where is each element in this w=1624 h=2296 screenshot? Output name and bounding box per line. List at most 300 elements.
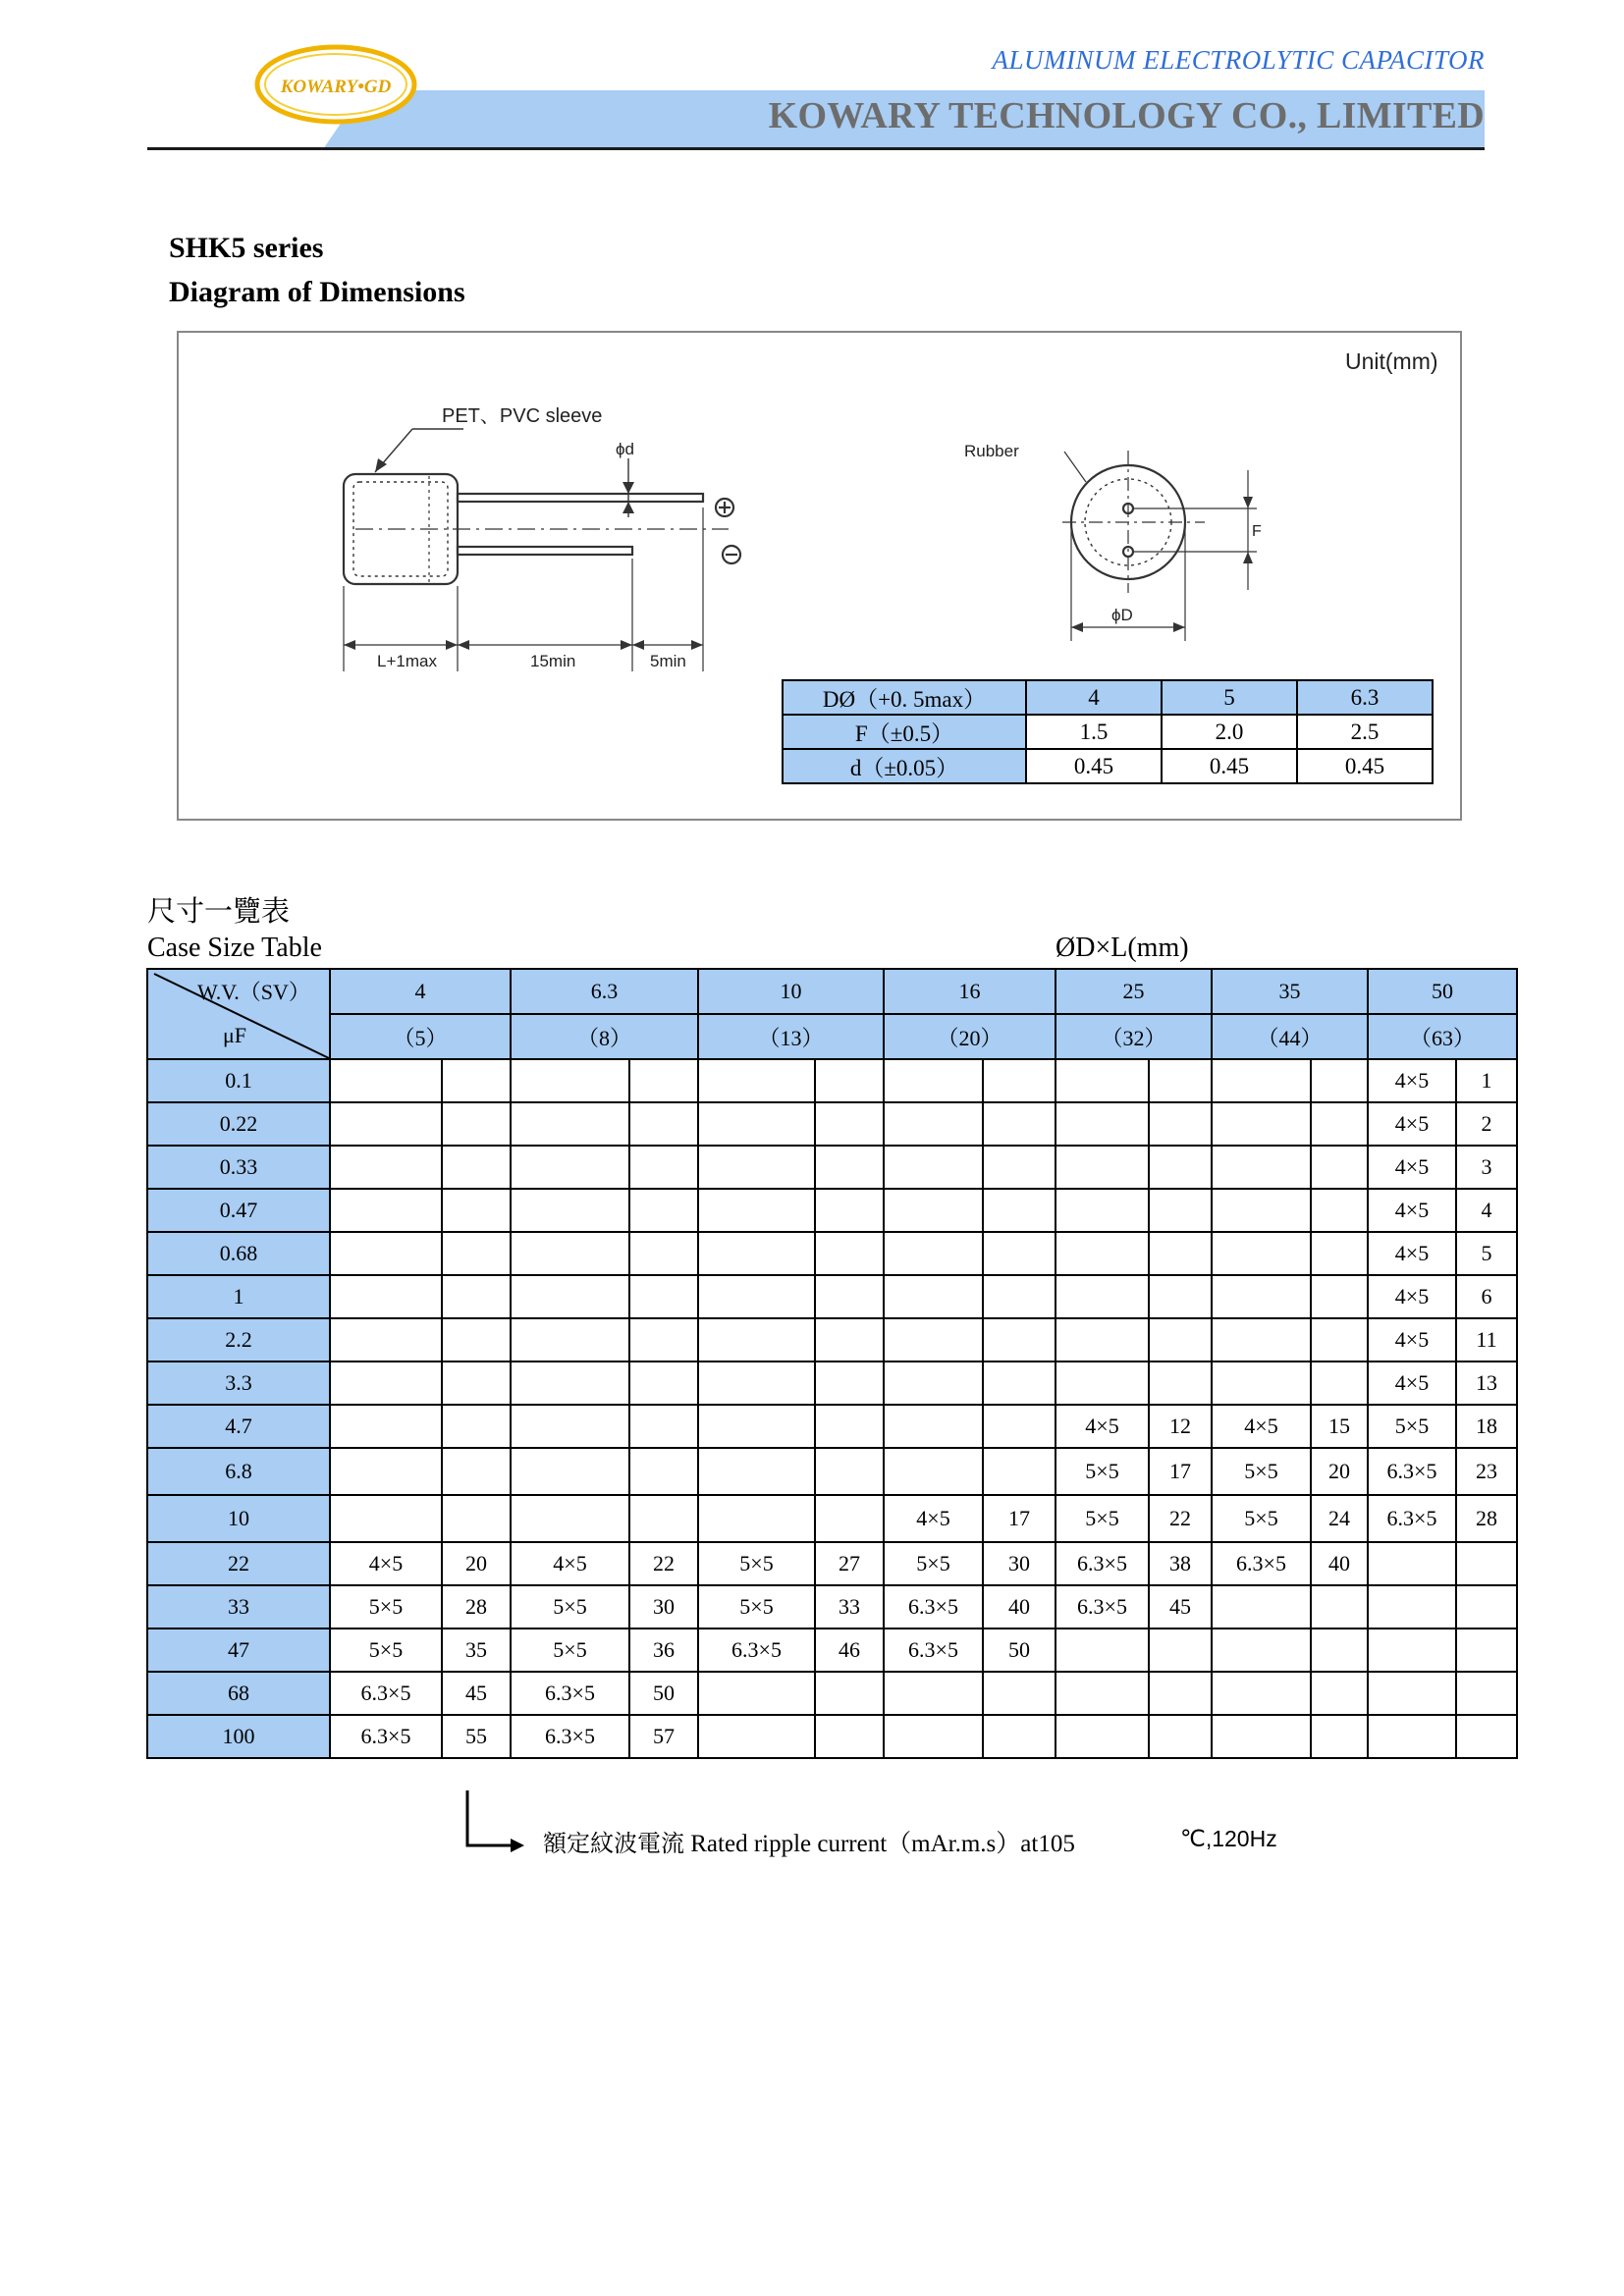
dim-value: 2.5 [1297, 715, 1433, 749]
ripple-current-cell [629, 1318, 698, 1362]
case-size-cell [884, 1362, 983, 1405]
case-size-cell [511, 1189, 629, 1232]
case-size-cell [698, 1189, 815, 1232]
table-row [147, 1102, 1517, 1146]
ripple-current-cell [815, 1275, 884, 1318]
ripple-current-cell [983, 1448, 1056, 1495]
ripple-current-cell [629, 1362, 698, 1405]
case-size-cell: 6.3×5 [330, 1672, 442, 1715]
case-size-cell [884, 1146, 983, 1189]
table-row [783, 749, 1433, 783]
dim-value: 6.3 [1297, 680, 1433, 715]
ripple-current-cell: 30 [983, 1542, 1056, 1585]
case-size-cell [511, 1232, 629, 1275]
case-size-cell [1212, 1362, 1311, 1405]
table-header-row [147, 969, 1517, 1014]
case-size-cell [884, 1189, 983, 1232]
case-size-cell [884, 1405, 983, 1448]
case-size-title-jp: 尺寸一覽表 [147, 894, 291, 928]
ripple-current-cell: 3 [1456, 1146, 1517, 1189]
case-size-cell: 4×5 [1212, 1405, 1311, 1448]
case-size-cell: 4×5 [1368, 1146, 1456, 1189]
case-size-cell: 5×5 [698, 1542, 815, 1585]
table-row [147, 1629, 1517, 1672]
ripple-current-cell [1149, 1629, 1212, 1672]
case-size-cell: 5×5 [511, 1629, 629, 1672]
case-size-cell [1212, 1232, 1311, 1275]
logo-text: KOWARY•GD [280, 77, 392, 97]
case-size-cell [1056, 1318, 1149, 1362]
case-size-cell [511, 1362, 629, 1405]
capacitance-cell: 100 [147, 1715, 330, 1758]
case-size-cell [1056, 1189, 1149, 1232]
ripple-current-cell: 2 [1456, 1102, 1517, 1146]
case-size-cell [1368, 1629, 1456, 1672]
case-size-cell: 6.3×5 [1212, 1542, 1311, 1585]
capacitance-cell: 4.7 [147, 1405, 330, 1448]
footnote-conditions: ℃,120Hz [1180, 1826, 1277, 1851]
ripple-current-cell: 38 [1149, 1542, 1212, 1585]
case-size-cell [1212, 1146, 1311, 1189]
case-size-cell [330, 1059, 442, 1102]
ripple-current-cell [983, 1232, 1056, 1275]
unit-label: Unit(mm) [1345, 348, 1438, 374]
lead-positive [458, 494, 703, 502]
ripple-current-cell [442, 1318, 511, 1362]
footnote-en: Rated ripple current（mAr.m.s）at105 [690, 1831, 1075, 1857]
lead-length-label: 15min [530, 652, 576, 670]
ripple-current-cell: 46 [815, 1629, 884, 1672]
company-name: KOWARY TECHNOLOGY CO., LIMITED [768, 95, 1485, 136]
table-row [147, 1189, 1517, 1232]
ripple-current-cell [629, 1405, 698, 1448]
case-size-cell [698, 1362, 815, 1405]
case-size-cell [1212, 1059, 1311, 1102]
table-row [147, 1059, 1517, 1102]
ripple-current-cell [1311, 1715, 1368, 1758]
ripple-current-cell [815, 1405, 884, 1448]
case-size-cell [1056, 1059, 1149, 1102]
case-size-cell [1056, 1102, 1149, 1146]
table-row [783, 680, 1433, 715]
capacitance-cell: 68 [147, 1672, 330, 1715]
ripple-current-cell [1311, 1672, 1368, 1715]
case-size-cell [698, 1672, 815, 1715]
case-size-cell: 5×5 [884, 1542, 983, 1585]
footnote-arrow-icon [458, 1789, 526, 1867]
ripple-current-cell [629, 1189, 698, 1232]
dim-value: 0.45 [1026, 749, 1162, 783]
case-size-cell [698, 1495, 815, 1542]
case-size-cell [511, 1405, 629, 1448]
case-size-cell [1212, 1189, 1311, 1232]
case-size-cell: 6.3×5 [884, 1585, 983, 1629]
case-size-cell: 4×5 [330, 1542, 442, 1585]
case-size-cell [1056, 1672, 1149, 1715]
case-size-cell [330, 1102, 442, 1146]
ripple-current-cell [983, 1275, 1056, 1318]
ripple-current-cell [442, 1448, 511, 1495]
ripple-current-cell: 40 [983, 1585, 1056, 1629]
ripple-current-cell [983, 1059, 1056, 1102]
case-size-cell [511, 1059, 629, 1102]
voltage-header: 25 [1056, 969, 1212, 1014]
case-size-cell [330, 1405, 442, 1448]
ripple-current-cell: 55 [442, 1715, 511, 1758]
case-size-cell [698, 1715, 815, 1758]
ripple-current-cell: 28 [1456, 1495, 1517, 1542]
case-size-cell [330, 1232, 442, 1275]
case-size-cell [1212, 1318, 1311, 1362]
footnote-text [543, 1824, 1075, 1859]
ripple-current-cell [983, 1318, 1056, 1362]
ripple-current-cell [442, 1232, 511, 1275]
case-size-cell: 5×5 [1056, 1495, 1149, 1542]
dim-value: 4 [1026, 680, 1162, 715]
lead-negative [458, 547, 632, 555]
diagram-title: Diagram of Dimensions [169, 276, 465, 308]
ripple-current-cell [983, 1362, 1056, 1405]
case-size-cell: 5×5 [1056, 1448, 1149, 1495]
capacitance-cell: 0.22 [147, 1102, 330, 1146]
case-size-cell: 6.3×5 [1056, 1585, 1149, 1629]
tail-length-label: 5min [650, 652, 686, 670]
ripple-current-cell [815, 1672, 884, 1715]
case-size-cell [1368, 1672, 1456, 1715]
case-size-cell [698, 1102, 815, 1146]
ripple-current-cell [1149, 1059, 1212, 1102]
ripple-current-cell: 17 [983, 1495, 1056, 1542]
case-size-cell: 6.3×5 [1368, 1448, 1456, 1495]
capacitance-cell: 0.47 [147, 1189, 330, 1232]
voltage-header: 50 [1368, 969, 1517, 1014]
capacitance-cell: 0.33 [147, 1146, 330, 1189]
table-row [147, 1715, 1517, 1758]
ripple-current-cell [442, 1102, 511, 1146]
table-row [147, 1495, 1517, 1542]
capacitance-cell: 6.8 [147, 1448, 330, 1495]
ripple-current-cell: 45 [442, 1672, 511, 1715]
ripple-current-cell [629, 1448, 698, 1495]
ripple-current-cell: 22 [629, 1542, 698, 1585]
surge-voltage-header: （8） [511, 1014, 698, 1059]
surge-voltage-header: （13） [698, 1014, 884, 1059]
table-row [783, 715, 1433, 749]
dim-value: 0.45 [1297, 749, 1433, 783]
ripple-current-cell [1311, 1059, 1368, 1102]
case-size-cell: 4×5 [1368, 1362, 1456, 1405]
voltage-header: 4 [330, 969, 511, 1014]
case-size-cell: 4×5 [1368, 1318, 1456, 1362]
table-corner-header [147, 969, 330, 1059]
dim-label: d（±0.05） [783, 749, 1026, 783]
ripple-current-cell [1311, 1629, 1368, 1672]
table-row [147, 1585, 1517, 1629]
ripple-current-cell [1311, 1275, 1368, 1318]
ripple-current-cell [1149, 1146, 1212, 1189]
ripple-current-cell [1311, 1318, 1368, 1362]
case-size-cell [884, 1448, 983, 1495]
case-size-unit: ØD×L(mm) [1056, 933, 1189, 963]
dim-label: F（±0.5） [783, 715, 1026, 749]
voltage-header: 10 [698, 969, 884, 1014]
ripple-current-cell [815, 1189, 884, 1232]
ripple-current-cell: 33 [815, 1585, 884, 1629]
case-size-cell [1056, 1275, 1149, 1318]
case-size-cell [330, 1189, 442, 1232]
rubber-label: Rubber [964, 442, 1019, 460]
ripple-current-cell: 6 [1456, 1275, 1517, 1318]
case-size-cell [1212, 1102, 1311, 1146]
case-size-cell: 6.3×5 [698, 1629, 815, 1672]
case-size-cell [511, 1495, 629, 1542]
ripple-current-cell [815, 1232, 884, 1275]
case-size-cell [330, 1448, 442, 1495]
case-size-cell [884, 1275, 983, 1318]
ripple-current-cell: 45 [1149, 1585, 1212, 1629]
case-size-cell: 5×5 [698, 1585, 815, 1629]
case-size-cell [1212, 1585, 1311, 1629]
case-size-cell: 4×5 [1368, 1102, 1456, 1146]
ripple-current-cell: 11 [1456, 1318, 1517, 1362]
case-size-cell: 4×5 [1368, 1059, 1456, 1102]
case-size-cell [698, 1405, 815, 1448]
ripple-current-cell: 15 [1311, 1405, 1368, 1448]
table-row [147, 1146, 1517, 1189]
voltage-header: 35 [1212, 969, 1368, 1014]
ripple-current-cell [1149, 1362, 1212, 1405]
case-size-cell [1368, 1715, 1456, 1758]
ripple-current-cell [629, 1146, 698, 1189]
ripple-current-cell: 27 [815, 1542, 884, 1585]
case-size-cell [1212, 1629, 1311, 1672]
surge-voltage-header: （20） [884, 1014, 1056, 1059]
ripple-current-cell [1311, 1362, 1368, 1405]
table-row [147, 1362, 1517, 1405]
ripple-current-cell: 50 [983, 1629, 1056, 1672]
case-size-cell [1368, 1542, 1456, 1585]
capacitance-cell: 33 [147, 1585, 330, 1629]
ripple-current-cell: 20 [1311, 1448, 1368, 1495]
case-size-cell [698, 1146, 815, 1189]
ripple-current-cell: 13 [1456, 1362, 1517, 1405]
table-row [147, 1542, 1517, 1585]
case-size-cell [511, 1318, 629, 1362]
voltage-header-label: W.V.（SV） [197, 980, 310, 1004]
company-logo [253, 43, 418, 126]
ripple-current-cell [1456, 1715, 1517, 1758]
case-size-cell [511, 1146, 629, 1189]
ripple-current-cell [1149, 1318, 1212, 1362]
sleeve-label: PET、PVC sleeve [442, 405, 603, 427]
case-size-cell [330, 1318, 442, 1362]
ripple-current-cell [1311, 1102, 1368, 1146]
lead-spacing-label: F [1252, 523, 1262, 540]
ripple-current-cell: 1 [1456, 1059, 1517, 1102]
case-size-cell [330, 1146, 442, 1189]
table-row [147, 1672, 1517, 1715]
case-size-cell [698, 1059, 815, 1102]
case-size-cell [884, 1672, 983, 1715]
case-size-cell: 6.3×5 [1368, 1495, 1456, 1542]
ripple-current-cell: 30 [629, 1585, 698, 1629]
ripple-current-cell [983, 1189, 1056, 1232]
ripple-current-cell [629, 1059, 698, 1102]
ripple-current-cell [442, 1362, 511, 1405]
case-size-cell: 6.3×5 [511, 1672, 629, 1715]
ripple-current-cell: 22 [1149, 1495, 1212, 1542]
ripple-current-cell: 20 [442, 1542, 511, 1585]
capacitance-cell: 1 [147, 1275, 330, 1318]
ripple-current-cell [1149, 1189, 1212, 1232]
case-size-cell: 5×5 [1368, 1405, 1456, 1448]
ripple-current-cell [983, 1146, 1056, 1189]
case-size-cell [1056, 1629, 1149, 1672]
case-size-cell [884, 1102, 983, 1146]
ripple-current-cell [629, 1275, 698, 1318]
capacitance-cell: 0.68 [147, 1232, 330, 1275]
ripple-current-cell [815, 1448, 884, 1495]
capacitance-cell: 0.1 [147, 1059, 330, 1102]
ripple-current-cell: 28 [442, 1585, 511, 1629]
table-row [147, 1232, 1517, 1275]
ripple-current-cell [442, 1405, 511, 1448]
case-size-cell: 4×5 [1368, 1275, 1456, 1318]
case-size-cell [511, 1448, 629, 1495]
ripple-current-cell [815, 1362, 884, 1405]
case-size-cell: 6.3×5 [330, 1715, 442, 1758]
case-size-cell [1056, 1232, 1149, 1275]
ripple-current-cell [983, 1672, 1056, 1715]
case-size-cell: 5×5 [330, 1629, 442, 1672]
dim-value: 1.5 [1026, 715, 1162, 749]
case-size-cell: 4×5 [1368, 1232, 1456, 1275]
table-header-row [147, 1014, 1517, 1059]
case-size-cell [884, 1232, 983, 1275]
series-title: SHK5 series [169, 232, 324, 264]
case-size-cell: 4×5 [884, 1495, 983, 1542]
ripple-current-cell [1311, 1585, 1368, 1629]
case-size-cell: 5×5 [1212, 1448, 1311, 1495]
ripple-current-cell: 12 [1149, 1405, 1212, 1448]
case-size-cell [698, 1318, 815, 1362]
footnote-jp: 額定紋波電流 [543, 1830, 684, 1857]
ripple-current-cell [442, 1275, 511, 1318]
ripple-current-cell [815, 1495, 884, 1542]
ripple-current-cell [1149, 1715, 1212, 1758]
ripple-current-cell [442, 1059, 511, 1102]
ripple-current-cell: 4 [1456, 1189, 1517, 1232]
case-size-table-body [147, 1059, 1517, 1758]
case-size-cell [1056, 1146, 1149, 1189]
ripple-current-cell [1456, 1672, 1517, 1715]
capacitance-cell: 22 [147, 1542, 330, 1585]
capacitance-cell: 3.3 [147, 1362, 330, 1405]
ripple-current-cell [1311, 1146, 1368, 1189]
lead-diameter-label: ϕd [616, 440, 634, 458]
surge-voltage-header: （5） [330, 1014, 511, 1059]
case-size-cell [884, 1715, 983, 1758]
ripple-current-cell: 5 [1456, 1232, 1517, 1275]
case-size-cell: 4×5 [1056, 1405, 1149, 1448]
case-size-cell [1212, 1275, 1311, 1318]
ripple-current-cell: 18 [1456, 1405, 1517, 1448]
case-size-cell [884, 1318, 983, 1362]
table-row [147, 1405, 1517, 1448]
case-size-cell: 6.3×5 [511, 1715, 629, 1758]
ripple-current-cell [815, 1318, 884, 1362]
table-row [147, 1275, 1517, 1318]
capacitance-cell: 2.2 [147, 1318, 330, 1362]
case-size-cell [698, 1275, 815, 1318]
case-size-cell [698, 1448, 815, 1495]
case-size-cell [330, 1362, 442, 1405]
ripple-current-cell [1456, 1542, 1517, 1585]
table-row [147, 1448, 1517, 1495]
case-size-cell [511, 1102, 629, 1146]
case-size-cell [1368, 1585, 1456, 1629]
ripple-current-cell [1311, 1189, 1368, 1232]
voltage-header: 16 [884, 969, 1056, 1014]
dim-label: DØ（+0. 5max） [783, 680, 1026, 715]
case-size-cell [1212, 1715, 1311, 1758]
capacitance-cell: 10 [147, 1495, 330, 1542]
surge-voltage-header: （63） [1368, 1014, 1517, 1059]
ripple-current-cell [1149, 1672, 1212, 1715]
dim-value: 2.0 [1162, 715, 1297, 749]
ripple-current-cell: 50 [629, 1672, 698, 1715]
ripple-current-cell [1456, 1629, 1517, 1672]
case-size-cell: 6.3×5 [1056, 1542, 1149, 1585]
case-size-cell [511, 1275, 629, 1318]
dim-value: 5 [1162, 680, 1297, 715]
ripple-current-cell [815, 1146, 884, 1189]
header-subtitle: ALUMINUM ELECTROLYTIC CAPACITOR [992, 45, 1485, 75]
capacitance-header-label: μF [223, 1023, 247, 1047]
dim-value: 0.45 [1162, 749, 1297, 783]
ripple-current-cell: 57 [629, 1715, 698, 1758]
case-size-cell [698, 1232, 815, 1275]
case-size-cell: 5×5 [1212, 1495, 1311, 1542]
ripple-current-cell [983, 1102, 1056, 1146]
ripple-current-cell [442, 1495, 511, 1542]
ripple-current-cell: 24 [1311, 1495, 1368, 1542]
ripple-current-cell [442, 1146, 511, 1189]
ripple-current-cell [1311, 1232, 1368, 1275]
ripple-current-cell [983, 1405, 1056, 1448]
ripple-current-cell [815, 1102, 884, 1146]
case-size-cell [1056, 1362, 1149, 1405]
case-size-cell: 4×5 [1368, 1189, 1456, 1232]
ripple-current-cell [1149, 1275, 1212, 1318]
ripple-current-cell: 36 [629, 1629, 698, 1672]
ripple-current-cell [629, 1495, 698, 1542]
case-size-cell [330, 1495, 442, 1542]
case-size-cell: 4×5 [511, 1542, 629, 1585]
ripple-current-cell: 35 [442, 1629, 511, 1672]
body-diameter-label: ϕD [1111, 606, 1133, 624]
ripple-current-cell [1149, 1232, 1212, 1275]
case-size-cell [884, 1059, 983, 1102]
case-size-cell [330, 1275, 442, 1318]
case-size-cell: 6.3×5 [884, 1629, 983, 1672]
ripple-current-cell [815, 1059, 884, 1102]
capacitance-cell: 47 [147, 1629, 330, 1672]
case-size-cell: 5×5 [511, 1585, 629, 1629]
case-size-cell: 5×5 [330, 1585, 442, 1629]
ripple-current-cell [815, 1715, 884, 1758]
voltage-header: 6.3 [511, 969, 698, 1014]
